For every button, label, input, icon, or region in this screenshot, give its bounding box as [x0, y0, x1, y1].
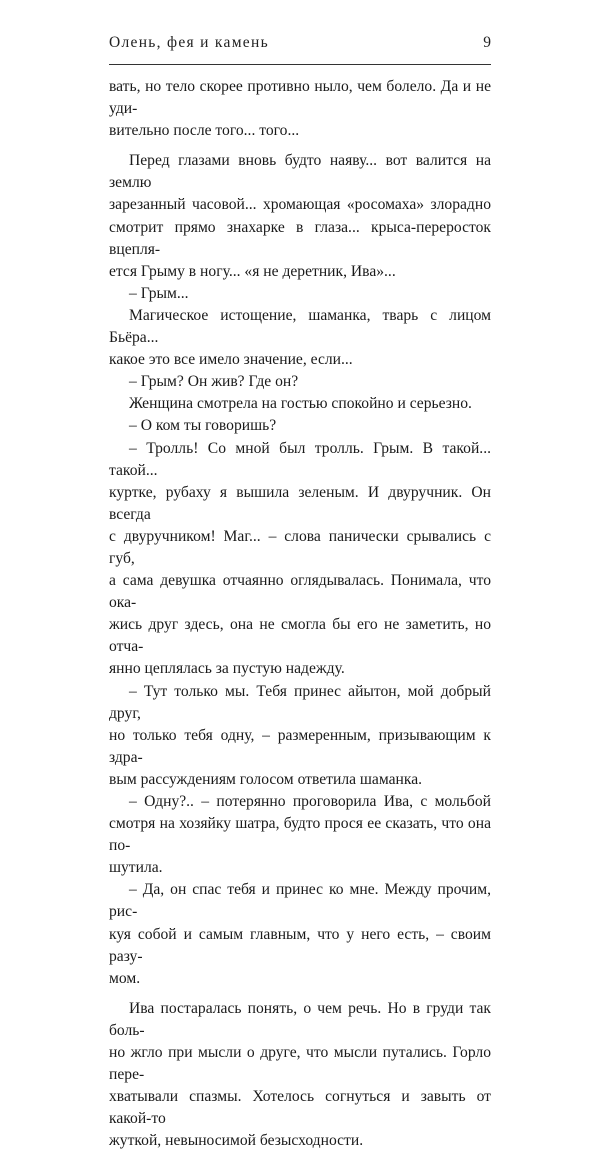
text-line: Магическое истощение, шаманка, тварь с лицом Бьёра... — [109, 306, 491, 347]
text-line: вым рассуждениям голосом ответила шаманка. — [109, 770, 423, 788]
text-line: но жгло при мысли о друге, что мысли путались. Горло пере- — [109, 1044, 491, 1084]
running-head — [109, 34, 491, 56]
text-line: мом. — [109, 969, 141, 987]
header-rule — [109, 64, 491, 65]
page-number: 9 — [483, 34, 491, 51]
text-line: Женщина смотрела на гостью спокойно и серьезно. — [129, 395, 472, 413]
text-line: – Тролль! Со мной был тролль. Грым. В такой... такой... — [109, 439, 491, 479]
text-line: – Одну?.. – потерянно проговорила Ива, с мольбой — [129, 793, 491, 810]
text-line: с двуручником! Маг... – слова панически срывались с губ, — [109, 527, 491, 567]
text-line: смотря на хозяйку шатра, будто прося ее сказать, что она по- — [109, 815, 491, 855]
text-line: шутила. — [109, 859, 163, 877]
body-text — [109, 76, 491, 1153]
text-line: а сама девушка отчаянно оглядывалась. Понимала, что ока- — [109, 572, 491, 612]
text-line: жись друг здесь, она не смогла бы его не заметить, но отча- — [109, 616, 491, 656]
text-line: хватывали спазмы. Хотелось согнуться и завыть от какой-то — [109, 1088, 491, 1128]
text-line: куя собой и самым главным, что у него есть, – своим разу- — [109, 925, 491, 965]
text-line: ется Грыму в ногу... «я не деретник, Ива»... — [109, 262, 396, 280]
text-line: куртке, рубаху я вышила зеленым. И двуручник. Он всегда — [109, 483, 491, 523]
text-line: Перед глазами вновь будто наяву... вот валится на землю — [109, 152, 491, 192]
running-title: Олень, фея и камень — [109, 34, 269, 51]
text-line: смотрит прямо знахарке в глаза... крыса-переросток вцепля- — [109, 218, 491, 258]
text-line: янно цеплялась за пустую надежду. — [109, 660, 345, 678]
text-line: – Грым... — [129, 284, 189, 302]
text-line: какое это все имело значение, если... — [109, 351, 353, 369]
text-line: – О ком ты говоришь? — [129, 417, 277, 435]
text-line: жуткой, невыносимой безысходности. — [109, 1132, 364, 1150]
text-line: зарезанный часовой... хромающая «росомаха» злорадно — [109, 196, 491, 214]
text-line: – Грым? Он жив? Где он? — [129, 373, 299, 391]
text-line: – Да, он спас тебя и принес ко мне. Между прочим, рис- — [109, 881, 491, 921]
text-line: вать, но тело скорее противно ныло, чем болело. Да и не уди- — [109, 78, 491, 118]
text-line: вительно после того... того... — [109, 122, 300, 140]
text-line: но только тебя одну, – размеренным, призывающим к здра- — [109, 726, 491, 766]
text-line: Ива постаралась понять, о чем речь. Но в груди так боль- — [109, 999, 491, 1039]
text-line: – Тут только мы. Тебя принес айытон, мой добрый друг, — [109, 682, 491, 722]
